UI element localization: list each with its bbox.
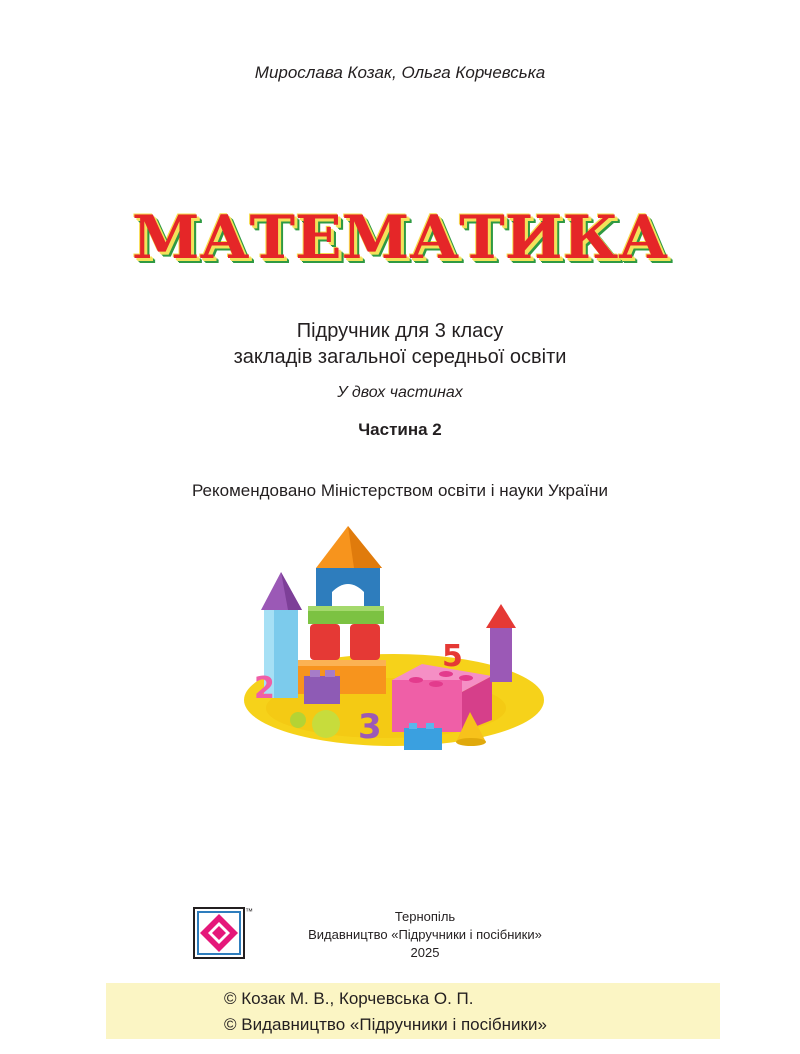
- publisher-logo-icon: [193, 907, 245, 959]
- trademark-symbol: ™: [245, 907, 253, 916]
- parts-note: У двох частинах: [337, 384, 463, 401]
- book-title: МАТЕМАТИКА: [131, 203, 669, 273]
- copyright-box: [106, 983, 720, 1039]
- copyright-publisher: © Видавництво «Підручники і посібники»: [224, 1015, 547, 1034]
- imprint: [270, 908, 580, 962]
- red-block-right: [350, 624, 380, 660]
- copyright-authors: © Козак М. В., Корчевська О. П.: [224, 989, 474, 1008]
- book-subtitle: [0, 318, 800, 370]
- imprint-city: Тернопіль: [394, 909, 456, 924]
- number-3: 3: [358, 707, 382, 747]
- imprint-publisher: Видавництво «Підручники і посібники»: [308, 927, 542, 942]
- part-number: Частина 2: [358, 420, 442, 439]
- subtitle-line-1: Підручник для 3 класу: [296, 320, 504, 342]
- subtitle-line-2: закладів загальної середньої освіти: [233, 346, 567, 368]
- number-5: 5: [442, 639, 463, 674]
- number-2: 2: [254, 671, 275, 706]
- imprint-year: 2025: [410, 945, 440, 960]
- authors: Мирослава Козак, Ольга Корчевська: [254, 63, 546, 82]
- purple-tower: [490, 626, 512, 682]
- red-cone-roof: [486, 604, 516, 628]
- small-blue-lego: [404, 728, 442, 750]
- ministry-recommendation: Рекомендовано Міністерством освіти і науки України: [191, 481, 609, 500]
- toy-blocks-illustration: [236, 520, 552, 760]
- red-block-left: [310, 624, 340, 660]
- purple-cube: [304, 676, 340, 704]
